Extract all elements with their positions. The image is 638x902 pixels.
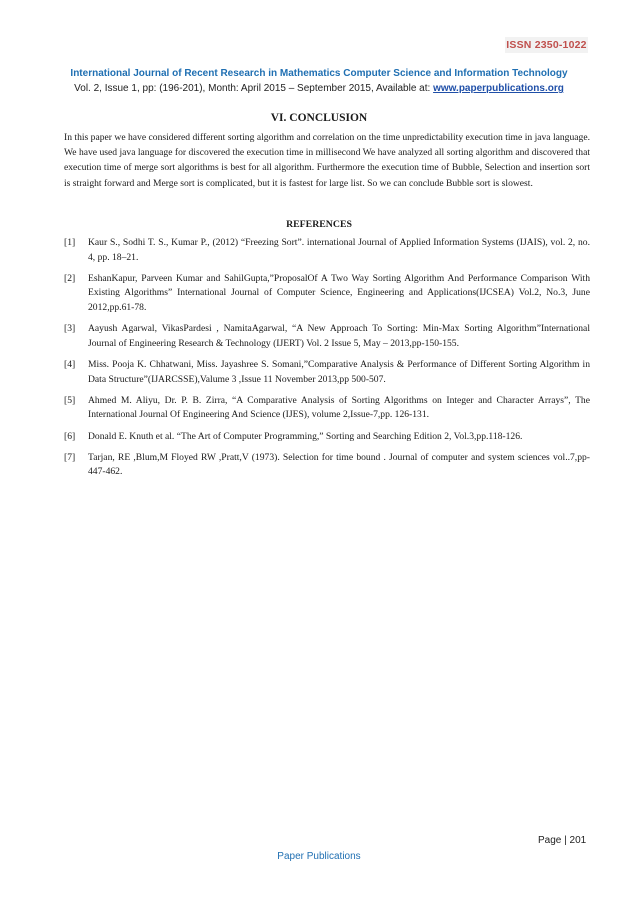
reference-item [64, 322, 590, 351]
reference-text: Miss. Pooja K. Chhatwani, Miss. Jayashree S. Somani,”Comparative Analysis & Performance of Different Sorting Algorithm in Data Structure”(IJARCSSE),Valume 3 ,Issue 11 November 2013,pp 500-507. [88, 358, 590, 385]
reference-text: Ahmed M. Aliyu, Dr. P. B. Zirra, “A Comparative Analysis of Sorting Algorithms on Integer and Character Arrays”, The International Journal Of Engineering And Science (IJES), volume 2,Issue-7,pp. 126-131. [88, 394, 590, 421]
reference-number: [4] [64, 358, 76, 370]
reference-number: [6] [64, 430, 76, 442]
page-number: Page | 201 [538, 835, 587, 846]
reference-item [64, 272, 590, 316]
reference-text: Tarjan, RE ,Blum,M Floyed RW ,Pratt,V (1973). Selection for time bound . Journal of computer and system sciences vol..7,pp-447-462. [88, 451, 590, 478]
journal-website-link[interactable]: www.paperpublications.org [433, 83, 564, 94]
reference-item [64, 394, 590, 423]
reference-item [64, 451, 590, 480]
journal-title: International Journal of Recent Research in Mathematics Computer Science and Information Technology [70, 68, 568, 79]
reference-list [64, 236, 590, 486]
reference-number: [7] [64, 451, 76, 463]
issn-badge: ISSN 2350-1022 [506, 39, 587, 51]
reference-number: [1] [64, 237, 76, 248]
reference-number: [2] [64, 272, 76, 284]
footer-publisher: Paper Publications [277, 851, 361, 862]
conclusion-heading: VI. CONCLUSION [270, 112, 368, 124]
reference-text: Kaur S., Sodhi T. S., Kumar P., (2012) “Freezing Sort”. international Journal of Applied Information Systems (IJAIS), vol. 2, no. 4, pp. 18–21. [88, 237, 590, 263]
reference-text: EshanKapur, Parveen Kumar and SahilGupta,”ProposalOf A Two Way Sorting Algorithm And Performance Comparison With Existing Algorithms” International Journal of Computer Science, Engineering and Applications(IJCSEA) Vol.2, No.3, June 2012,pp.61-78. [88, 272, 590, 313]
reference-item [64, 358, 590, 387]
reference-text: Donald E. Knuth et al. “The Art of Computer Programming,” Sorting and Searching Edition 2, Vol.3,pp.118-126. [88, 430, 523, 442]
journal-meta [0, 83, 638, 94]
references-heading: REFERENCES [286, 219, 352, 230]
reference-item [64, 236, 590, 265]
journal-meta-text: Vol. 2, Issue 1, pp: (196-201), Month: April 2015 – September 2015, Available at: [74, 83, 434, 94]
reference-number: [5] [64, 394, 76, 406]
conclusion-paragraph: In this paper we have considered different sorting algorithm and correlation on the time unpredictability execution time in java language. We have used java language for discovered the execution time in millisecond We have analyzed all sorting algorithm and discovered that execution time of merge sort algorithms is best for all algorithm. Furthermore the execution time of Bubble, Selection and insertion sort is straight forward and Merge sort is complicated, but it is fastest for large list. So we can conclude Bubble sort is slowest. [64, 132, 590, 189]
reference-text: Aayush Agarwal, VikasPardesi , NamitaAgarwal, “A New Approach To Sorting: Min-Max Sorting Algorithm”International Journal of Engineering Research & Technology (IJERT) Vol. 2 Issue 5, May – 2013,pp-150-155. [88, 323, 590, 349]
reference-item [64, 430, 590, 445]
reference-number: [3] [64, 323, 76, 335]
